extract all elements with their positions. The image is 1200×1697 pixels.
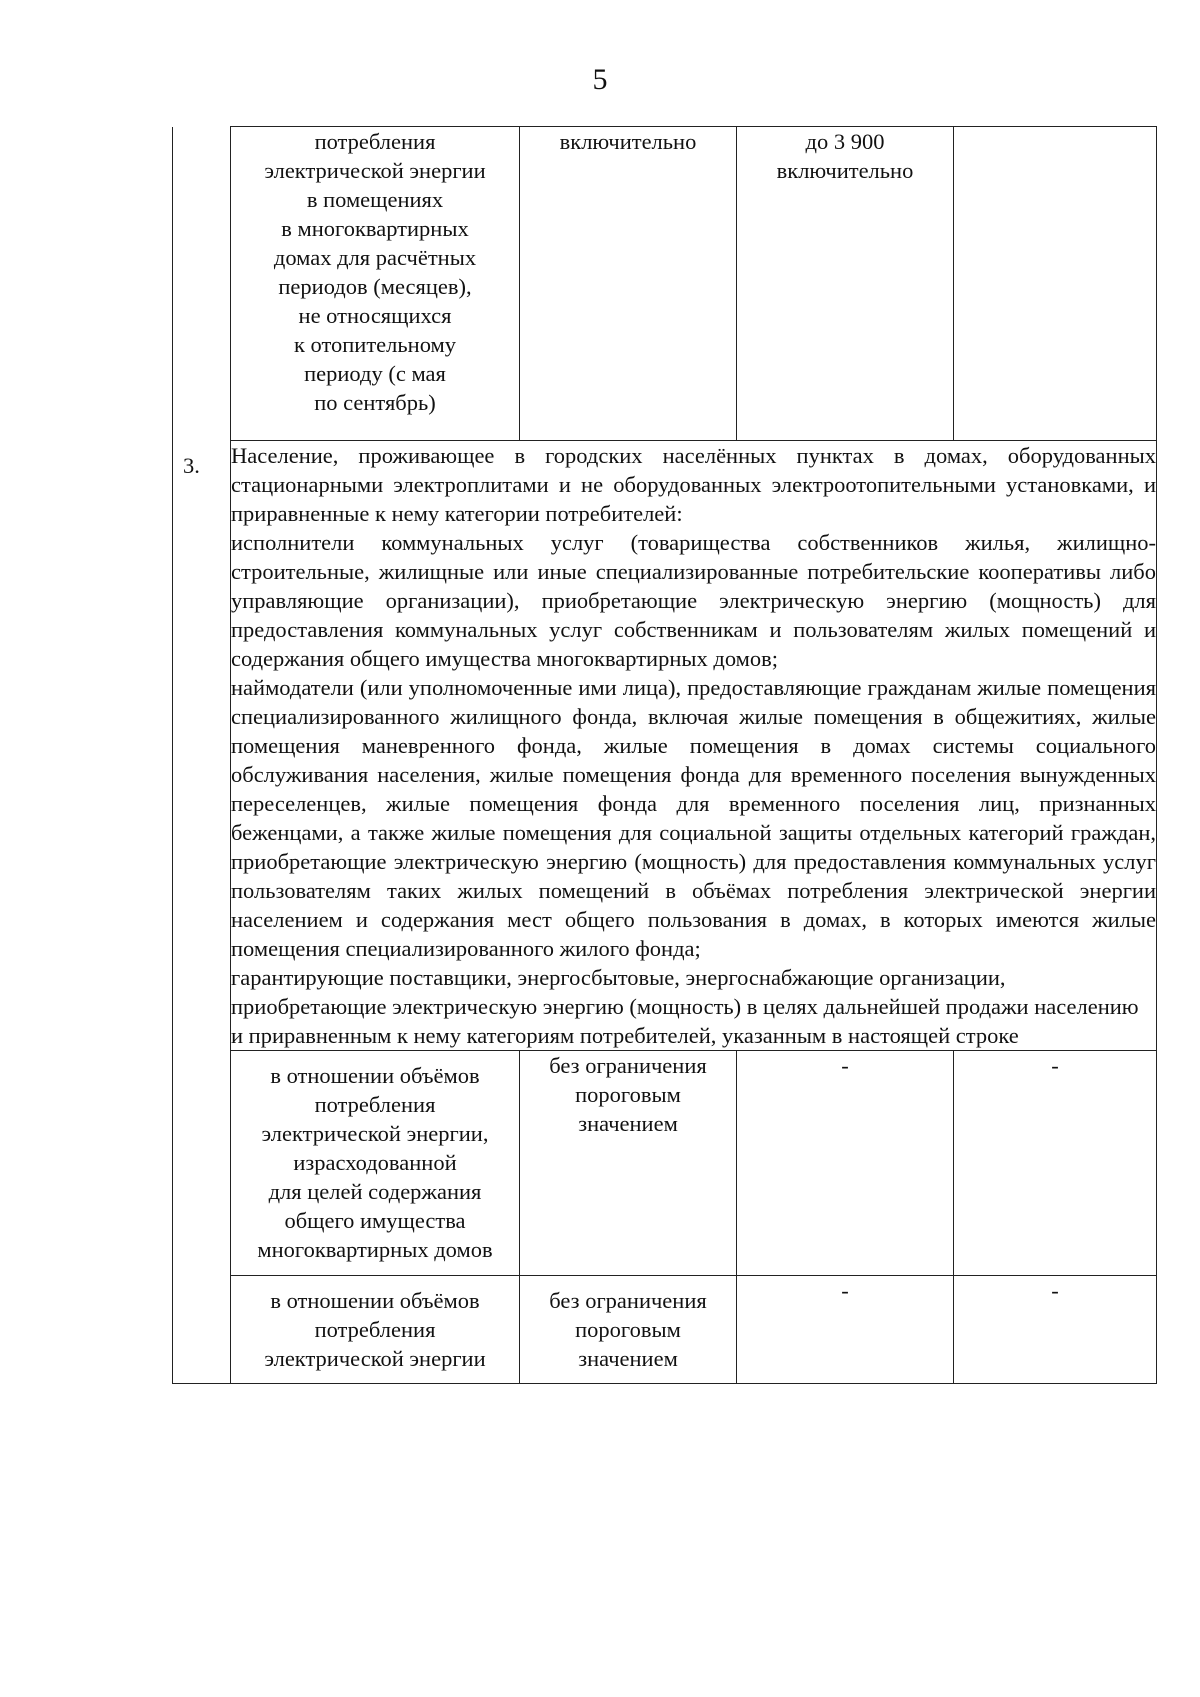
desc-line: в отношении объёмов [270,1063,480,1088]
desc-line: по сентябрь) [314,390,436,415]
category-description-cell [231,441,1157,1051]
desc-line: в отношении объёмов [270,1288,480,1313]
page-number: 5 [592,63,608,96]
dash-value: - [841,1278,849,1303]
table-row-continuation [173,127,1157,441]
desc-line: не относящихся [298,303,452,328]
desc-line: в многоквартирных [281,216,469,241]
desc-line: многоквартирных домов [257,1237,493,1262]
threshold-line: пороговым [575,1082,681,1107]
desc-line: электрической энергии [264,158,486,183]
desc-line: для целей содержания [268,1179,482,1204]
tariff-table [172,126,1157,1384]
desc-line: потребления [314,129,436,154]
value-cell-4 [954,1276,1157,1384]
table-row-common-property [173,1051,1157,1276]
threshold-line: без ограничения [549,1053,707,1078]
description-cell [231,1051,520,1276]
threshold-line: значением [578,1346,678,1371]
threshold-line: без ограничения [549,1288,707,1313]
desc-line: электрической энергии [264,1346,486,1371]
dash-value: - [1051,1053,1059,1078]
extra-cell [954,127,1157,441]
desc-line: к отопительному [293,332,457,357]
table-row-3 [173,441,1157,1051]
description-cell [231,127,520,441]
threshold-low: включительно [559,129,697,154]
description-cell [231,1276,520,1384]
category-paragraph: исполнители коммунальных услуг (товарищества собственников жилья, жилищно-строительные, жилищные или иные специализированные потребительские кооперативы либо управляющие организации), приобретающие электрическую энергию (мощность) для предоставления коммунальных услуг собственникам и пользователям жилых помещений и содержания общего имущества многоквартирных домов; [231,530,1156,671]
desc-line: потребления [314,1092,436,1117]
dash-value: - [1051,1278,1059,1303]
category-paragraph: гарантирующие поставщики, энергосбытовые, энергоснабжающие организации, приобретающие электрическую энергию (мощность) в целях дальнейшей продажи населению и приравненным к нему категориям потребителей, указанным в настоящей строке [231,965,1139,1048]
desc-line: периоду (с мая [304,361,446,386]
desc-line: потребления [314,1317,436,1342]
dash-value: - [841,1053,849,1078]
desc-line: израсходованной [293,1150,457,1175]
category-paragraph: Население, проживающее в городских населённых пунктах в домах, оборудованных стационарными электроплитами и не оборудованных электроотопительными установками, и приравненные к нему категории потребителей: [231,443,1156,526]
desc-line: общего имущества [284,1208,466,1233]
threshold-high-line: до 3 900 [805,129,885,154]
threshold-cell [520,1051,737,1276]
desc-line: домах для расчётных [273,245,477,270]
value-cell-4 [954,1051,1157,1276]
row-number: 3. [183,452,200,478]
category-paragraph: наймодатели (или уполномоченные ими лица), предоставляющие гражданам жилые помещения специализированного жилищного фонда, включая жилые помещения в общежитиях, жилые помещения маневренного фонда, жилые помещения в домах системы социального обслуживания населения, жилые помещения фонда для временного поселения вынужденных переселенцев, жилые помещения фонда для временного поселения лиц, признанных беженцами, а также жилые помещения для социальной защиты отдельных категорий граждан, приобретающие электрическую энергию (мощность) для предоставления коммунальных услуг пользователям таких жилых помещений в объёмах потребления электрической энергии населением и содержания мест общего пользования в домах, в которых имеются жилые помещения специализированного жилого фонда; [231,675,1156,961]
desc-line: периодов (месяцев), [278,274,472,299]
threshold-high-cell [737,127,954,441]
value-cell-3 [737,1051,954,1276]
threshold-line: пороговым [575,1317,681,1342]
number-cell [173,127,231,441]
threshold-cell [520,1276,737,1384]
table-row-last [173,1276,1157,1384]
threshold-high-line: включительно [776,158,914,183]
row-number-cell [173,441,231,1384]
threshold-low-cell [520,127,737,441]
desc-line: электрической энергии, [261,1121,489,1146]
threshold-line: значением [578,1111,678,1136]
desc-line: в помещениях [306,187,444,212]
value-cell-3 [737,1276,954,1384]
